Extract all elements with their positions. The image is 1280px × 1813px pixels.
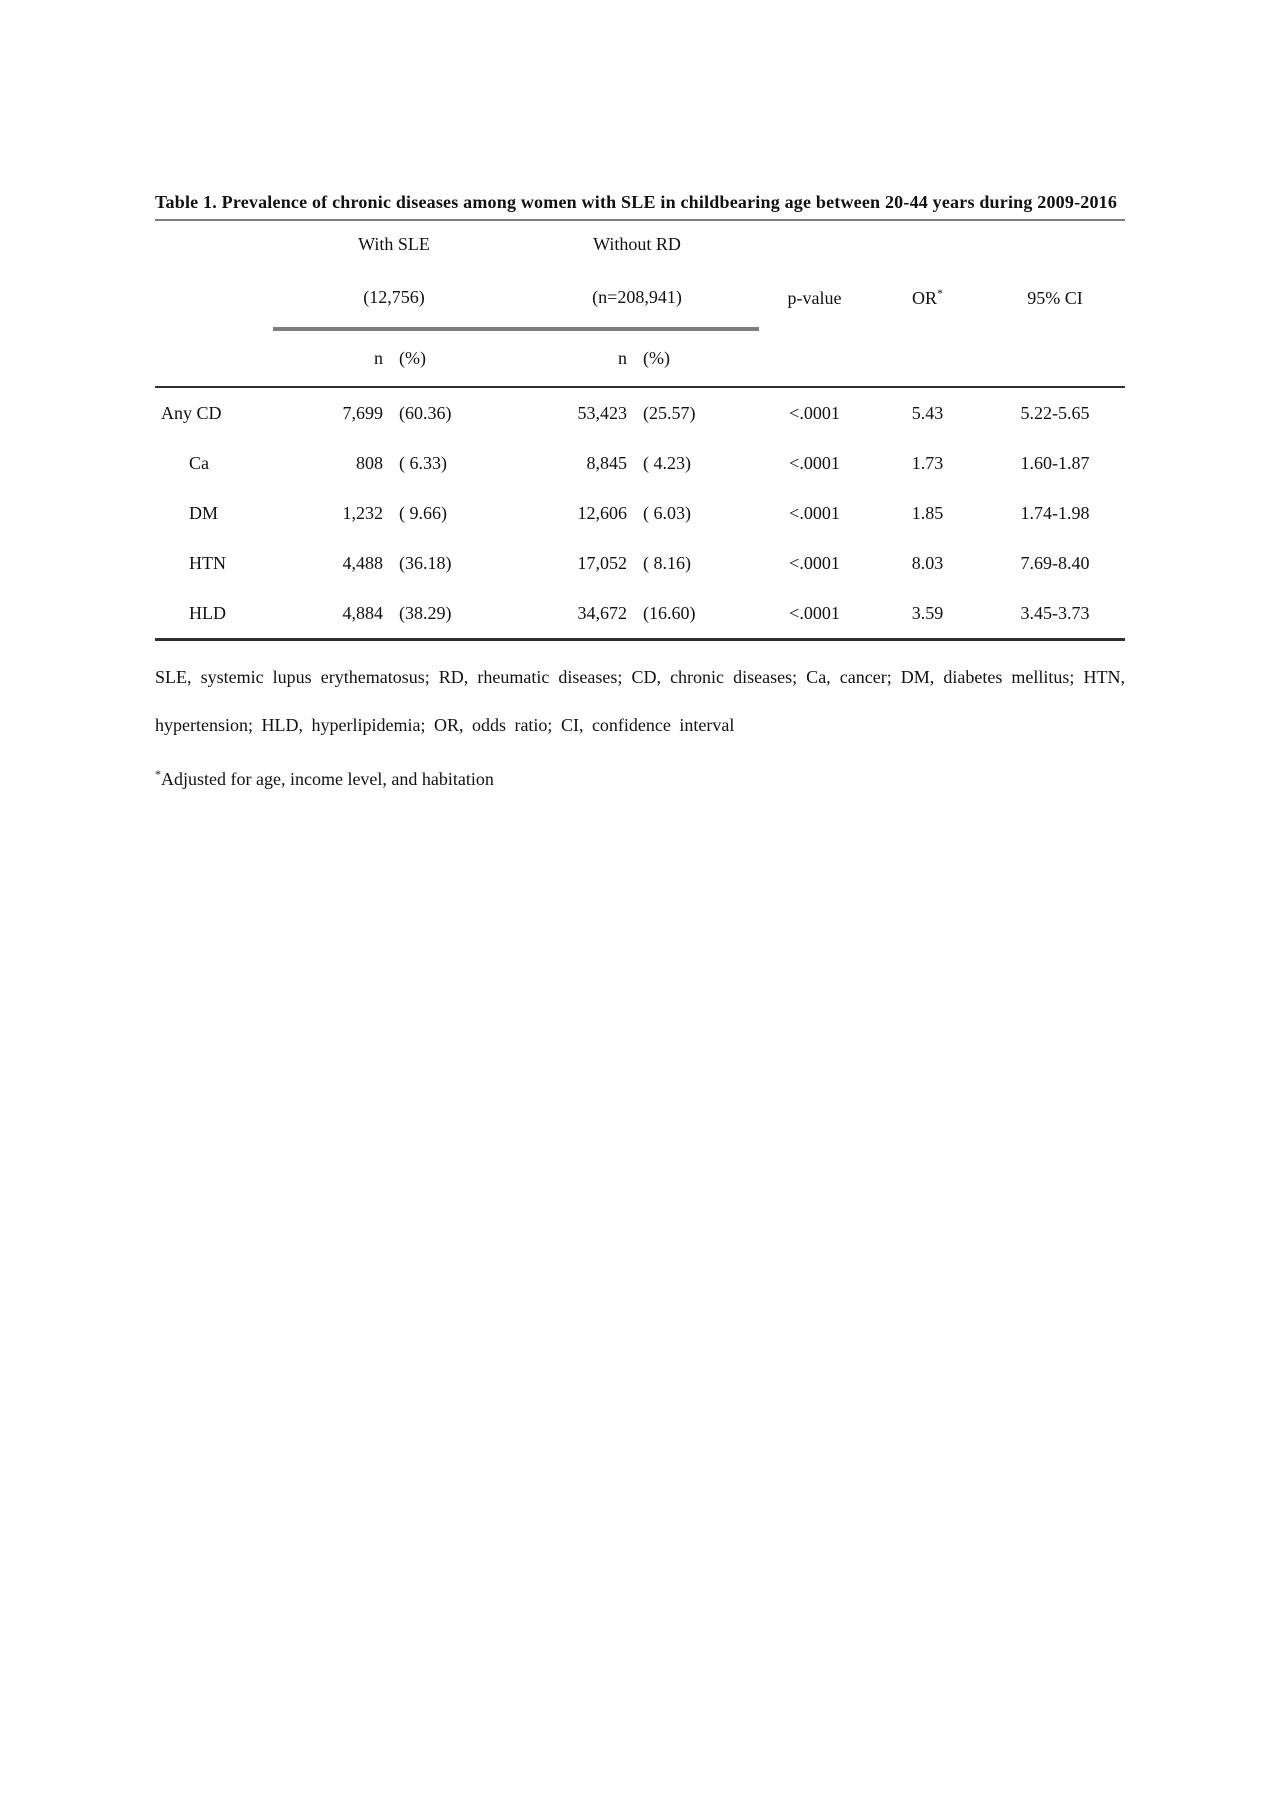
n-pct-header-row: [155, 329, 1125, 387]
p-value-header: p-value: [787, 287, 842, 308]
row-label: Ca: [189, 452, 209, 473]
nord-n-value: 17,052: [577, 552, 627, 573]
spacer-cell: [759, 329, 870, 387]
nord-pct-value: ( 8.16): [643, 552, 691, 573]
spacer-cell: [985, 329, 1125, 387]
with-sle-count: (12,756): [273, 267, 515, 329]
nord-pct-value: (16.60): [635, 588, 759, 640]
spacer-cell: [155, 267, 273, 329]
ci-header: 95% CI: [1027, 287, 1083, 308]
odds-ratio-value: 5.43: [911, 402, 944, 423]
confidence-interval: 3.45-3.73: [985, 588, 1125, 640]
confidence-interval: 1.60-1.87: [1020, 452, 1090, 473]
table-row: [155, 438, 1125, 488]
table-title: Table 1. Prevalence of chronic diseases among women with SLE in childbearing age between 20-44 years during 2009-2016: [155, 192, 1118, 212]
odds-ratio-value: 8.03: [911, 552, 944, 573]
confidence-interval: 7.69-8.40: [1020, 552, 1090, 573]
abbreviations-footnote: SLE, systemic lupus erythematosus; RD, rheumatic diseases; CD, chronic diseases; Ca, cancer; DM, diabetes mellitus; HTN, hypertension; HLD, hyperlipidemia; OR, odds ratio; CI, confidence interval: [155, 667, 1125, 735]
adjustment-footnote-marker: *: [155, 767, 161, 781]
prevalence-table: [155, 219, 1125, 641]
sle-pct-value: (60.36): [399, 402, 452, 423]
adjustment-footnote: [155, 767, 1125, 791]
p-value: <.0001: [759, 588, 870, 640]
odds-ratio-value: 1.85: [911, 502, 944, 523]
without-rd-count: (n=208,941): [515, 267, 759, 329]
or-header: [870, 267, 985, 329]
odds-ratio-value: 3.59: [870, 588, 985, 640]
row-label: HTN: [189, 552, 226, 573]
sle-n-value: 808: [356, 452, 383, 473]
spacer-cell: [870, 329, 985, 387]
p-value: <.0001: [789, 402, 840, 423]
sle-n-header: n: [273, 329, 391, 387]
subheader-row: [155, 267, 1125, 329]
table-body: [155, 387, 1125, 640]
table-row: [155, 588, 1125, 640]
spacer-cell: [985, 220, 1125, 267]
row-label: Any CD: [161, 402, 222, 423]
nord-n-value: 53,423: [577, 402, 627, 423]
nord-pct-value: ( 6.03): [643, 502, 691, 523]
sle-n-value: 7,699: [342, 402, 383, 423]
or-header-label: OR: [911, 287, 937, 308]
p-value: <.0001: [789, 452, 840, 473]
sle-pct-value: ( 6.33): [399, 452, 447, 473]
sle-n-value: 4,488: [342, 552, 383, 573]
table-row: [155, 387, 1125, 438]
nord-n-value: 34,672: [515, 588, 635, 640]
confidence-interval: 1.74-1.98: [1020, 502, 1090, 523]
group-header-row: [155, 220, 1125, 267]
spacer-cell: [870, 220, 985, 267]
spacer-cell: [155, 329, 273, 387]
with-sle-group-header: With SLE: [273, 220, 515, 267]
nord-n-value: 12,606: [577, 502, 627, 523]
p-value: <.0001: [789, 502, 840, 523]
sle-pct-value: (38.29): [391, 588, 515, 640]
spacer-cell: [155, 220, 273, 267]
adjustment-footnote-text: Adjusted for age, income level, and habitation: [161, 769, 494, 789]
nord-pct-value: (25.57): [643, 402, 696, 423]
nord-n-header: n: [515, 329, 635, 387]
confidence-interval: 5.22-5.65: [1020, 402, 1090, 423]
row-label: DM: [189, 502, 219, 523]
odds-ratio-value: 1.73: [911, 452, 944, 473]
nord-pct-value: ( 4.23): [643, 452, 691, 473]
page-content: [155, 186, 1125, 791]
or-footnote-marker: *: [937, 285, 943, 300]
sle-n-value: 4,884: [273, 588, 391, 640]
spacer-cell: [759, 220, 870, 267]
sle-pct-header: (%): [391, 329, 515, 387]
without-rd-group-header: Without RD: [515, 220, 759, 267]
p-value: <.0001: [789, 552, 840, 573]
table-row: [155, 538, 1125, 588]
nord-pct-header: (%): [635, 329, 759, 387]
sle-n-value: 1,232: [342, 502, 383, 523]
nord-n-value: 8,845: [586, 452, 627, 473]
row-label: HLD: [155, 588, 273, 640]
sle-pct-value: (36.18): [399, 552, 452, 573]
sle-pct-value: ( 9.66): [399, 502, 447, 523]
table-row: [155, 488, 1125, 538]
